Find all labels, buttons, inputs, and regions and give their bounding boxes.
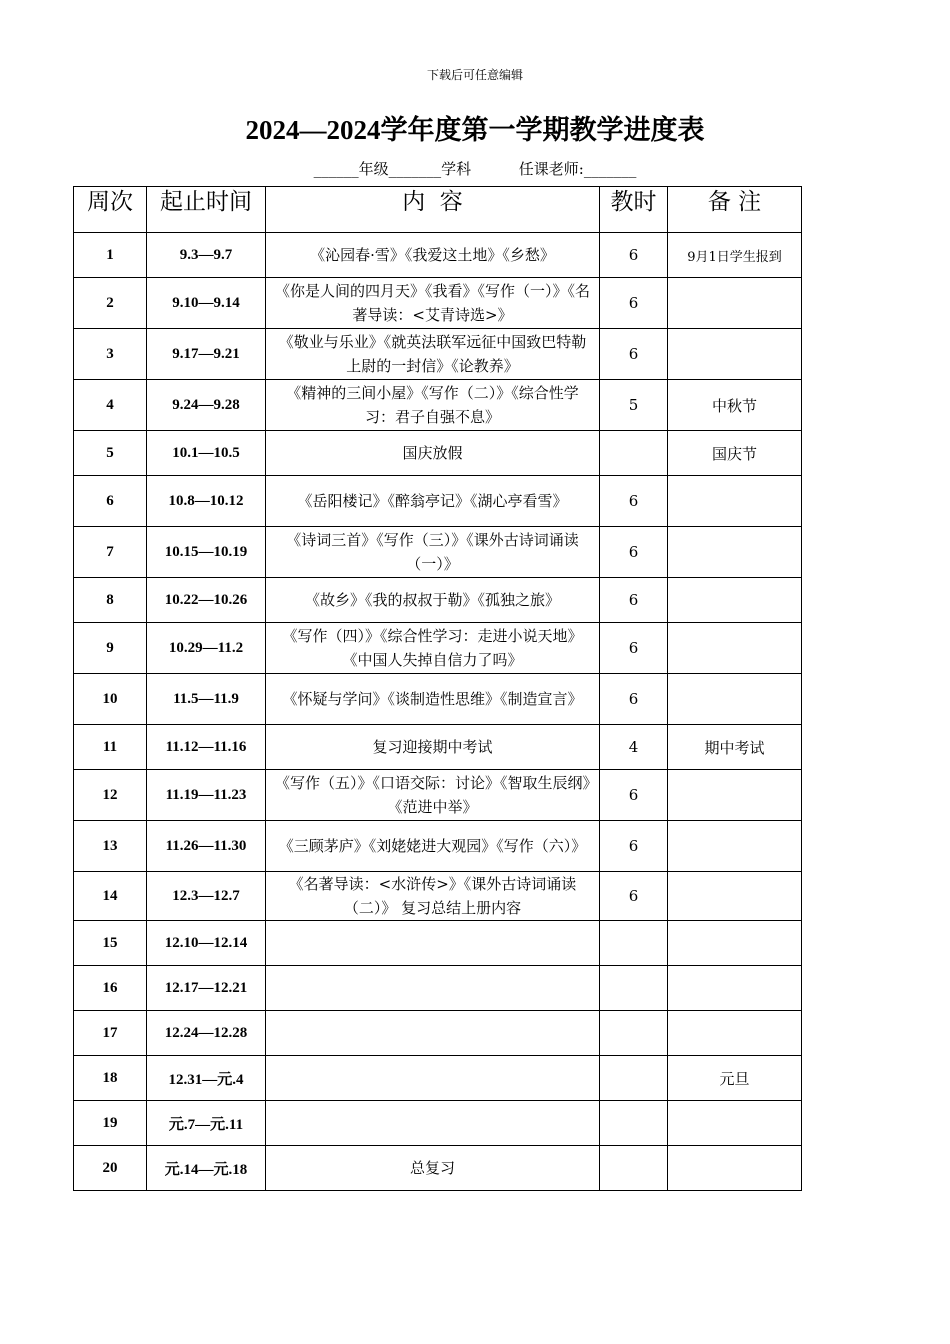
column-header-hours: 教时 bbox=[600, 187, 668, 233]
hours-cell: 6 bbox=[600, 329, 668, 380]
dates-cell: 9.24—9.28 bbox=[147, 380, 266, 431]
table-row bbox=[74, 431, 802, 476]
note-cell bbox=[668, 476, 802, 527]
dates-cell: 元.14—元.18 bbox=[147, 1146, 266, 1191]
dates-cell: 10.8—10.12 bbox=[147, 476, 266, 527]
teaching-schedule-table bbox=[73, 186, 802, 1191]
document-title: 2024—2024学年度第一学期教学进度表 bbox=[245, 115, 705, 145]
table-row bbox=[74, 1146, 802, 1191]
content-cell: 《你是人间的四月天》《我看》《写作（一）》《名著导读：<艾青诗选>》 bbox=[266, 278, 600, 329]
note-cell: 国庆节 bbox=[668, 431, 802, 476]
note-cell bbox=[668, 921, 802, 966]
week-cell: 10 bbox=[74, 674, 147, 725]
content-cell: 《写作（五）》《口语交际：讨论》《智取生辰纲》《范进中举》 bbox=[266, 770, 600, 821]
note-cell bbox=[668, 770, 802, 821]
table-row bbox=[74, 1011, 802, 1056]
dates-cell: 9.10—9.14 bbox=[147, 278, 266, 329]
note-cell bbox=[668, 872, 802, 921]
hours-cell bbox=[600, 1101, 668, 1146]
dates-cell: 10.22—10.26 bbox=[147, 578, 266, 623]
week-cell: 4 bbox=[74, 380, 147, 431]
content-cell: 《三顾茅庐》《刘姥姥进大观园》《写作（六）》 bbox=[266, 821, 600, 872]
content-cell: 《精神的三间小屋》《写作（二）》《综合性学习：君子自强不息》 bbox=[266, 380, 600, 431]
table-row bbox=[74, 1101, 802, 1146]
table-row bbox=[74, 233, 802, 278]
dates-cell: 12.17—12.21 bbox=[147, 966, 266, 1011]
hours-cell: 6 bbox=[600, 770, 668, 821]
hours-cell: 6 bbox=[600, 623, 668, 674]
week-cell: 3 bbox=[74, 329, 147, 380]
week-cell: 2 bbox=[74, 278, 147, 329]
grade-subject-teacher-line: ______年级_______学科 任课老师:_______ bbox=[313, 160, 637, 178]
column-header-content: 内 容 bbox=[266, 187, 600, 233]
content-cell: 国庆放假 bbox=[266, 431, 600, 476]
table-row bbox=[74, 476, 802, 527]
hours-cell bbox=[600, 1146, 668, 1191]
week-cell: 20 bbox=[74, 1146, 147, 1191]
table-row bbox=[74, 966, 802, 1011]
dates-cell: 12.24—12.28 bbox=[147, 1011, 266, 1056]
hours-cell: 5 bbox=[600, 380, 668, 431]
dates-cell: 12.10—12.14 bbox=[147, 921, 266, 966]
table-row bbox=[74, 725, 802, 770]
content-cell bbox=[266, 966, 600, 1011]
content-cell: 《故乡》《我的叔叔于勒》《孤独之旅》 bbox=[266, 578, 600, 623]
note-cell bbox=[668, 278, 802, 329]
note-cell: 9月1日学生报到 bbox=[668, 233, 802, 278]
week-cell: 5 bbox=[74, 431, 147, 476]
week-cell: 15 bbox=[74, 921, 147, 966]
table-row bbox=[74, 770, 802, 821]
week-cell: 12 bbox=[74, 770, 147, 821]
week-cell: 13 bbox=[74, 821, 147, 872]
table-body bbox=[74, 233, 802, 1191]
content-cell: 总复习 bbox=[266, 1146, 600, 1191]
note-cell bbox=[668, 623, 802, 674]
dates-cell: 11.5—11.9 bbox=[147, 674, 266, 725]
table-row bbox=[74, 872, 802, 921]
table-row bbox=[74, 278, 802, 329]
dates-cell: 9.17—9.21 bbox=[147, 329, 266, 380]
dates-cell: 11.26—11.30 bbox=[147, 821, 266, 872]
week-cell: 11 bbox=[74, 725, 147, 770]
content-cell: 《名著导读：<水浒传>》《课外古诗词诵读（二）》 复习总结上册内容 bbox=[266, 872, 600, 921]
week-cell: 9 bbox=[74, 623, 147, 674]
note-cell bbox=[668, 527, 802, 578]
table-row bbox=[74, 578, 802, 623]
dates-cell: 10.15—10.19 bbox=[147, 527, 266, 578]
table-header-row bbox=[74, 187, 802, 233]
note-cell bbox=[668, 578, 802, 623]
hours-cell: 6 bbox=[600, 278, 668, 329]
content-cell bbox=[266, 1056, 600, 1101]
dates-cell: 11.12—11.16 bbox=[147, 725, 266, 770]
table-row bbox=[74, 674, 802, 725]
note-cell bbox=[668, 329, 802, 380]
table-row bbox=[74, 527, 802, 578]
content-cell: 《沁园春·雪》《我爱这土地》《乡愁》 bbox=[266, 233, 600, 278]
note-cell: 元旦 bbox=[668, 1056, 802, 1101]
week-cell: 7 bbox=[74, 527, 147, 578]
note-cell bbox=[668, 1011, 802, 1056]
week-cell: 1 bbox=[74, 233, 147, 278]
column-header-dates: 起止时间 bbox=[147, 187, 266, 233]
content-cell: 《岳阳楼记》《醉翁亭记》《湖心亭看雪》 bbox=[266, 476, 600, 527]
note-cell: 中秋节 bbox=[668, 380, 802, 431]
dates-cell: 10.29—11.2 bbox=[147, 623, 266, 674]
content-cell: 《怀疑与学问》《谈制造性思维》《制造宣言》 bbox=[266, 674, 600, 725]
column-header-notes: 备 注 bbox=[668, 187, 802, 233]
week-cell: 16 bbox=[74, 966, 147, 1011]
dates-cell: 12.31—元.4 bbox=[147, 1056, 266, 1101]
table-row bbox=[74, 921, 802, 966]
dates-cell: 10.1—10.5 bbox=[147, 431, 266, 476]
content-cell: 《诗词三首》《写作（三）》《课外古诗词诵读（一）》 bbox=[266, 527, 600, 578]
note-cell: 期中考试 bbox=[668, 725, 802, 770]
table-row bbox=[74, 329, 802, 380]
hours-cell: 4 bbox=[600, 725, 668, 770]
week-cell: 6 bbox=[74, 476, 147, 527]
week-cell: 17 bbox=[74, 1011, 147, 1056]
table-row bbox=[74, 1056, 802, 1101]
content-cell bbox=[266, 1011, 600, 1056]
table-row bbox=[74, 821, 802, 872]
content-cell bbox=[266, 1101, 600, 1146]
hours-cell bbox=[600, 921, 668, 966]
note-cell bbox=[668, 674, 802, 725]
table-row bbox=[74, 380, 802, 431]
table-row bbox=[74, 623, 802, 674]
hours-cell: 6 bbox=[600, 233, 668, 278]
note-cell bbox=[668, 1101, 802, 1146]
content-cell: 《写作（四）》《综合性学习：走进小说天地》《中国人失掉自信力了吗》 bbox=[266, 623, 600, 674]
note-cell bbox=[668, 821, 802, 872]
hours-cell bbox=[600, 966, 668, 1011]
week-cell: 8 bbox=[74, 578, 147, 623]
content-cell: 《敬业与乐业》《就英法联军远征中国致巴特勒上尉的一封信》《论教养》 bbox=[266, 329, 600, 380]
download-note: 下载后可任意编辑 bbox=[426, 68, 523, 82]
content-cell: 复习迎接期中考试 bbox=[266, 725, 600, 770]
hours-cell bbox=[600, 1056, 668, 1101]
week-cell: 18 bbox=[74, 1056, 147, 1101]
dates-cell: 12.3—12.7 bbox=[147, 872, 266, 921]
hours-cell: 6 bbox=[600, 872, 668, 921]
hours-cell: 6 bbox=[600, 476, 668, 527]
dates-cell: 11.19—11.23 bbox=[147, 770, 266, 821]
content-cell bbox=[266, 921, 600, 966]
hours-cell bbox=[600, 431, 668, 476]
note-cell bbox=[668, 1146, 802, 1191]
hours-cell: 6 bbox=[600, 821, 668, 872]
hours-cell: 6 bbox=[600, 578, 668, 623]
week-cell: 19 bbox=[74, 1101, 147, 1146]
dates-cell: 9.3—9.7 bbox=[147, 233, 266, 278]
note-cell bbox=[668, 966, 802, 1011]
hours-cell: 6 bbox=[600, 527, 668, 578]
column-header-week: 周次 bbox=[74, 187, 147, 233]
hours-cell: 6 bbox=[600, 674, 668, 725]
week-cell: 14 bbox=[74, 872, 147, 921]
hours-cell bbox=[600, 1011, 668, 1056]
dates-cell: 元.7—元.11 bbox=[147, 1101, 266, 1146]
